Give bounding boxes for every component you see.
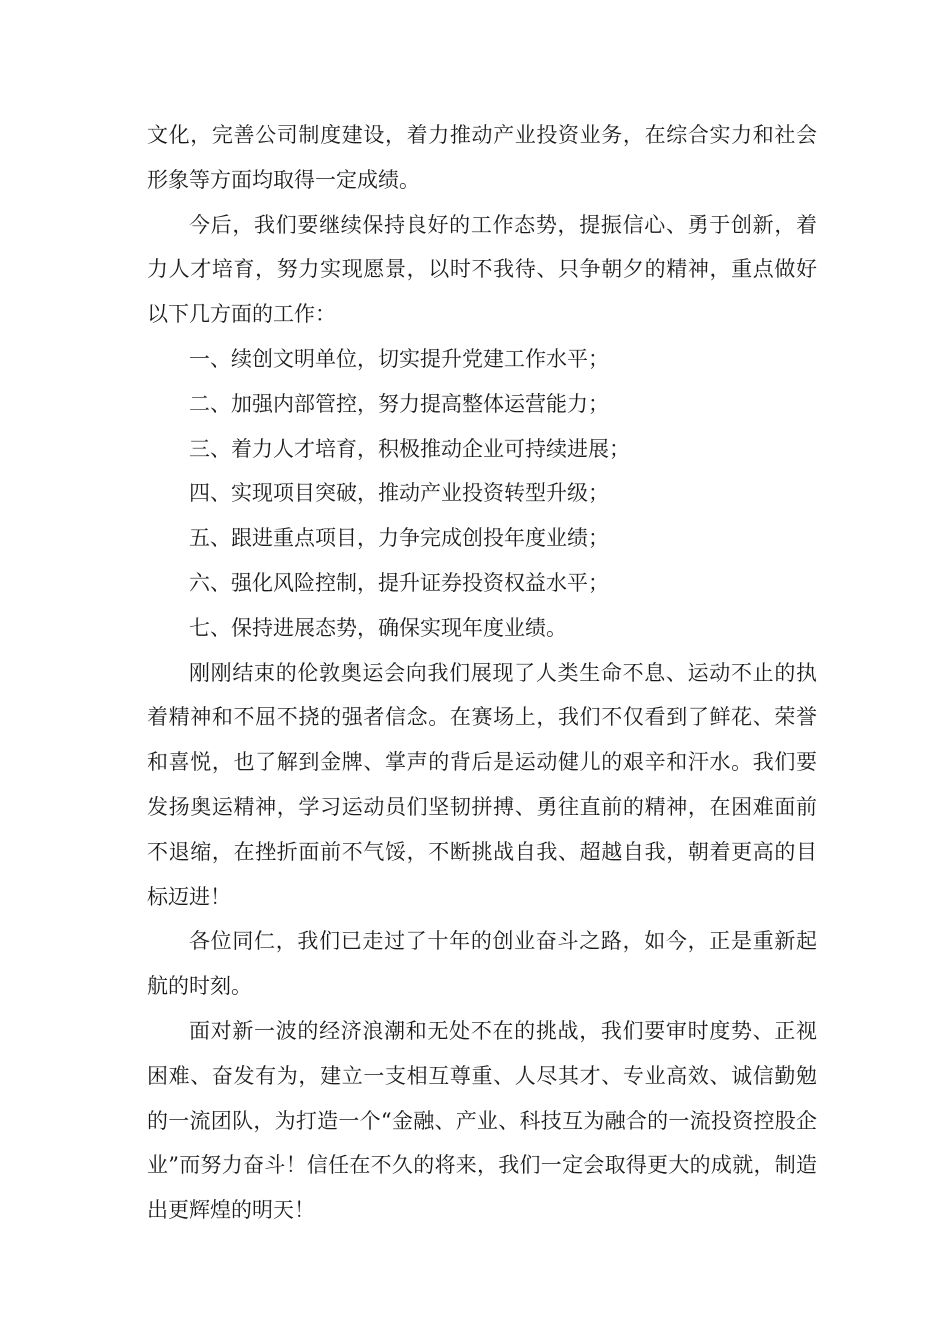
paragraph-future-work: 今后，我们要继续保持良好的工作态势，提振信心、勇于创新，着力人才培育，努力实现愿景，以时不我待、只争朝夕的精神，重点做好以下几方面的工作：: [147, 212, 817, 327]
paragraph-closing: 面对新一波的经济浪潮和无处不在的挑战，我们要审时度势、正视困难、奋发有为，建立一支相互尊重、人尽其才、专业高效、诚信勤勉的一流团队，为打造一个“金融、产业、科技互为融合的一流投资控股企业”而努力奋斗！信任在不久的将来，我们一定会取得更大的成就，制造出更辉煌的明天！: [147, 1018, 817, 1223]
paragraph-continuation: 文化，完善公司制度建设，着力推动产业投资业务，在综合实力和社会形象等方面均取得一定成绩。: [147, 123, 817, 192]
paragraph-colleagues: 各位同仁，我们已走过了十年的创业奋斗之路，如今，正是重新起航的时刻。: [147, 929, 817, 999]
list-item: 七、保持进展态势，确保实现年度业绩。: [189, 615, 567, 640]
list-item: 六、强化风险控制，提升证券投资权益水平；: [189, 570, 609, 595]
document-body: [147, 113, 817, 1233]
paragraph-olympics: 刚刚结束的伦敦奥运会向我们展现了人类生命不息、运动不止的执着精神和不屈不挠的强者信念。在赛场上，我们不仅看到了鲜花、荣誉和喜悦，也了解到金牌、掌声的背后是运动健儿的艰辛和汗水。我们要发扬奥运精神，学习运动员们坚韧拼搏、勇往直前的精神，在困难面前不退缩，在挫折面前不气馁，不断挑战自我、超越自我，朝着更高的目标迈进！: [147, 660, 817, 909]
list-item: 二、加强内部管控，努力提高整体运营能力；: [189, 391, 609, 416]
list-item: 一、续创文明单位，切实提升党建工作水平；: [189, 346, 609, 371]
list-item: 三、着力人才培育，积极推动企业可持续进展；: [189, 436, 630, 461]
list-item: 五、跟进重点项目，力争完成创投年度业绩；: [189, 526, 609, 551]
list-item: 四、实现项目突破，推动产业投资转型升级；: [189, 481, 609, 506]
